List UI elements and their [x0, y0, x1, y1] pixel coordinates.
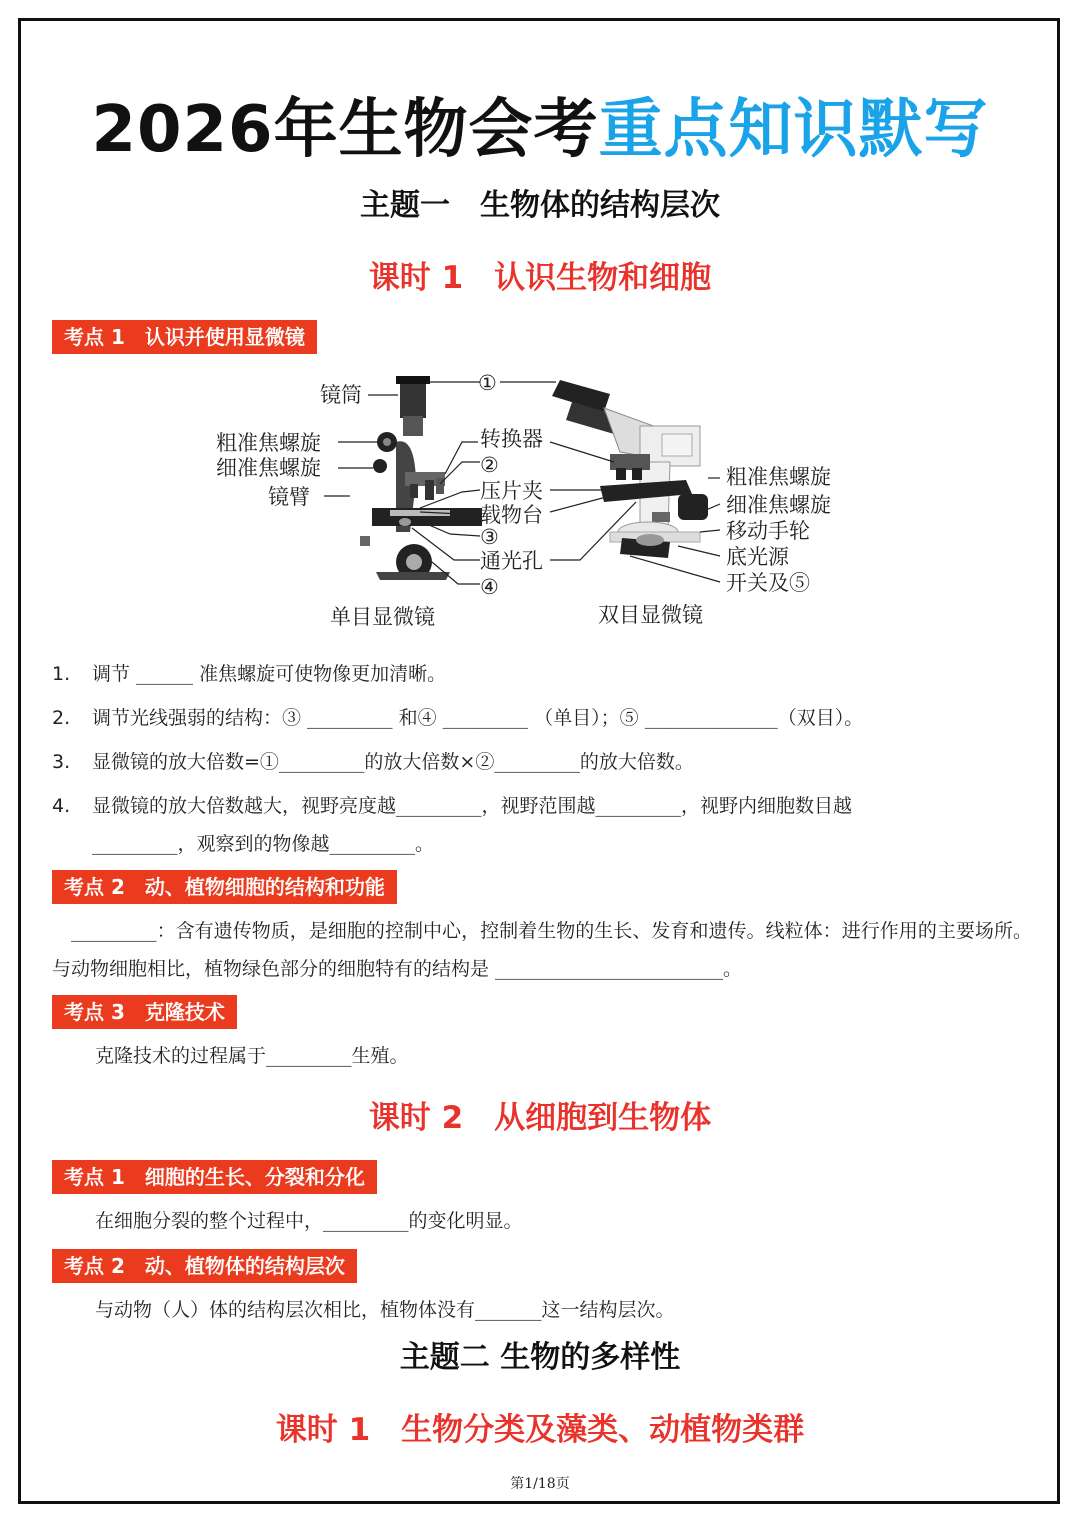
label-switch-right: 开关及⑤ — [726, 571, 810, 595]
question-1: 1. 调节 ______ 准焦螺旋可使物像更加清晰。 — [52, 663, 447, 685]
label-wheel-right: 移动手轮 — [726, 519, 810, 543]
caption-monocular: 单目显微镜 — [330, 605, 435, 629]
page-number: 第1/18页 — [510, 1476, 570, 1492]
kp2-tag: 考点 2 动、植物细胞的结构和功能 — [52, 870, 397, 904]
kp3-tag: 考点 3 克隆技术 — [52, 995, 237, 1029]
kp1-tag: 考点 1 认识并使用显微镜 — [52, 320, 317, 354]
caption-binocular: 双目显微镜 — [598, 603, 703, 627]
lesson2-title: 课时 2 从细胞到生物体 — [368, 1100, 712, 1136]
lesson2-kp1-tag: 考点 1 细胞的生长、分裂和分化 — [52, 1160, 377, 1194]
lesson3-title: 课时 1 生物分类及藻类、动植物类群 — [275, 1412, 805, 1448]
lesson2-kp2-tag: 考点 2 动、植物体的结构层次 — [52, 1249, 357, 1283]
question-3: 3. 显微镜的放大倍数=①_________的放大倍数×②_________的放大倍数。 — [52, 751, 694, 773]
label-c1: ① — [478, 371, 497, 395]
kp3-text: 克隆技术的过程属于_________生殖。 — [95, 1045, 409, 1067]
label-c2: ② — [480, 453, 499, 477]
lesson1-title: 课时 1 认识生物和细胞 — [368, 260, 712, 296]
label-stage: 载物台 — [480, 503, 543, 527]
monocular-microscope-drawing — [360, 376, 482, 580]
page-title: 2026年生物会考重点知识默写 — [91, 93, 989, 167]
lesson2-kp2-text: 与动物（人）体的结构层次相比，植物体没有_______这一结构层次。 — [95, 1299, 675, 1321]
lesson2-kp1-text: 在细胞分裂的整个过程中，_________的变化明显。 — [95, 1210, 523, 1232]
label-light-right: 底光源 — [726, 545, 789, 569]
question-4: 4. 显微镜的放大倍数越大，视野亮度越_________，视野范围越_________，视野内细胞数目越 — [52, 795, 853, 817]
kp2-text: _________：含有遗传物质，是细胞的控制中心，控制着生物的生长、发育和遗传。线粒体：进行作用的主要场所。与动物细胞相比，植物绿色部分的细胞特有的结构是 ________________________。 — [52, 920, 1032, 980]
label-fine-left: 细准焦螺旋 — [216, 456, 321, 480]
label-hole: 通光孔 — [480, 549, 543, 573]
label-fine-right: 细准焦螺旋 — [726, 493, 831, 517]
theme2-title: 主题二 生物的多样性 — [399, 1340, 681, 1375]
label-tube-left: 镜筒 — [320, 383, 362, 407]
question-4-cont: _________，观察到的物像越_________。 — [92, 833, 435, 855]
binocular-microscope-drawing — [552, 380, 708, 558]
label-coarse-right: 粗准焦螺旋 — [726, 465, 831, 489]
label-c4: ④ — [480, 575, 499, 599]
label-arm-left: 镜臂 — [268, 485, 310, 509]
label-c3: ③ — [480, 525, 499, 549]
microscope-figure — [200, 362, 880, 638]
question-2: 2. 调节光线强弱的结构：③ _________ 和④ _________ （单目）；⑤ ______________（双目）。 — [52, 707, 864, 729]
label-coarse-left: 粗准焦螺旋 — [216, 431, 321, 455]
label-clip: 压片夹 — [480, 479, 543, 503]
label-converter: 转换器 — [480, 427, 543, 451]
theme1-title: 主题一 生物体的结构层次 — [360, 188, 720, 223]
